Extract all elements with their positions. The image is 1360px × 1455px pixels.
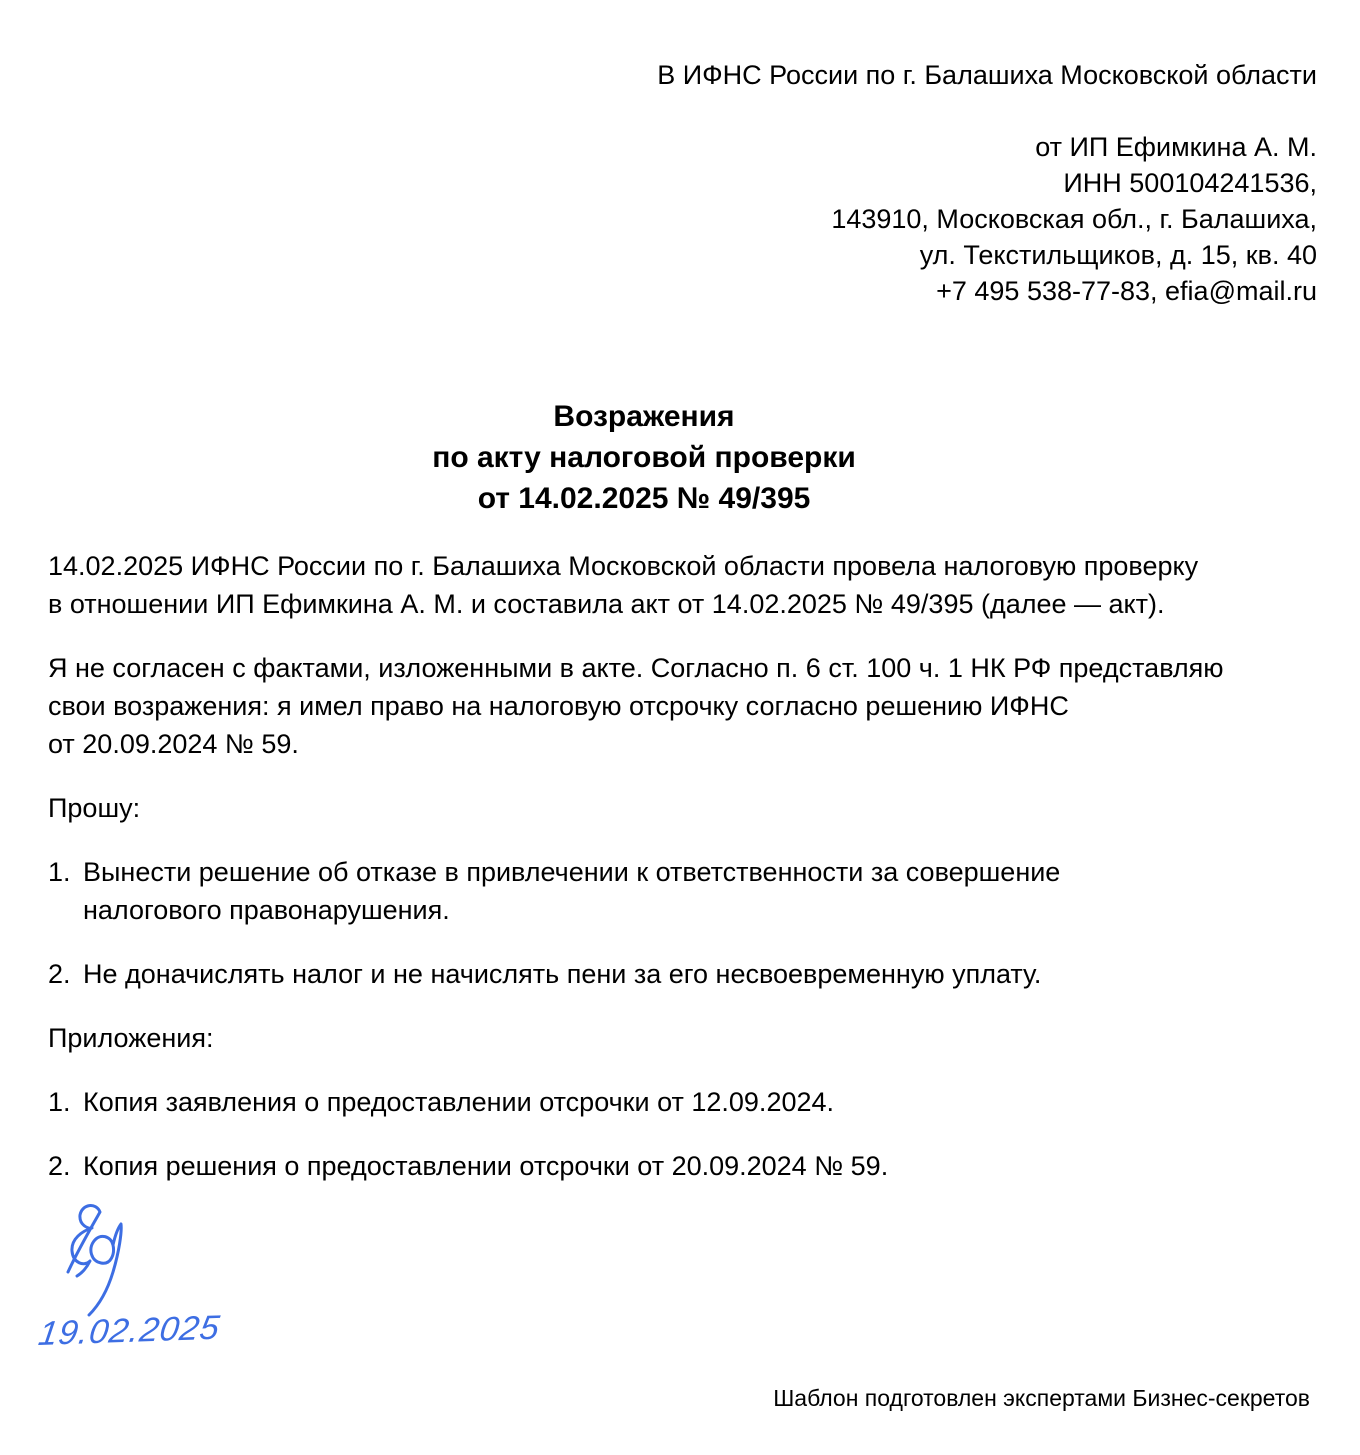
list-item-line: Вынести решение об отказе в привлечении к ответственности за совершение	[83, 857, 1061, 887]
attachment-item	[48, 1147, 1308, 1185]
footer-credit: Шаблон подготовлен экспертами Бизнес-секретов	[773, 1385, 1310, 1411]
recipient-from-block	[657, 129, 1317, 309]
paragraph	[48, 547, 1308, 623]
paragraph-line: в отношении ИП Ефимкина А. М. и составила акт от 14.02.2025 № 49/395 (далее — акт).	[48, 589, 1165, 619]
recipient-contact-line: +7 495 538-77-83, efia@mail.ru	[936, 276, 1317, 306]
list-item-text	[83, 1083, 834, 1121]
recipient-address-line: ул. Текстильщиков, д. 15, кв. 40	[919, 240, 1317, 270]
list-item-line: Копия заявления о предоставлении отсрочки от 12.09.2024.	[83, 1087, 835, 1117]
attachments-heading: Приложения:	[48, 1023, 214, 1053]
recipient-address-line: 143910, Московская обл., г. Балашиха,	[831, 204, 1317, 234]
recipient-to-line: В ИФНС России по г. Балашиха Московской области	[657, 60, 1317, 90]
document-body	[48, 547, 1308, 1211]
title-line: Возражения	[553, 400, 735, 433]
paragraph-line: Я не согласен с фактами, изложенными в акте. Согласно п. 6 ст. 100 ч. 1 НК РФ представляю	[48, 653, 1224, 683]
recipient-from-line: от ИП Ефимкина А. М.	[1035, 132, 1317, 162]
paragraph-line: свои возражения: я имел право на налоговую отсрочку согласно решению ИФНС	[48, 691, 1069, 721]
recipient-inn-line: ИНН 500104241536,	[1063, 168, 1317, 198]
list-item-number: 1.	[48, 1087, 71, 1117]
signature-date: 19.02.2025	[36, 1308, 223, 1354]
list-item-text	[83, 1147, 888, 1185]
list-item-text	[83, 853, 1060, 929]
request-item	[48, 955, 1308, 993]
title-line: по акту налоговой проверки	[432, 441, 856, 474]
paragraph-line: от 20.09.2024 № 59.	[48, 729, 299, 759]
paragraph-line: 14.02.2025 ИФНС России по г. Балашиха Московской области провела налоговую проверку	[48, 551, 1199, 581]
list-item-number: 2.	[48, 959, 71, 989]
list-item-text	[83, 955, 1041, 993]
list-item-line: Копия решения о предоставлении отсрочки от 20.09.2024 № 59.	[83, 1151, 889, 1181]
request-heading: Прошу:	[48, 793, 141, 823]
document-title	[48, 396, 1240, 519]
signature-scribble-icon	[56, 1200, 146, 1325]
title-line: от 14.02.2025 № 49/395	[477, 482, 811, 515]
list-item-line: Не доначислять налог и не начислять пени за его несвоевременную уплату.	[83, 959, 1042, 989]
attachment-item	[48, 1083, 1308, 1121]
paragraph	[48, 649, 1308, 763]
list-item-number: 1.	[48, 857, 71, 887]
list-item-number: 2.	[48, 1151, 71, 1181]
recipient-block	[657, 57, 1317, 309]
list-item-line: налогового правонарушения.	[83, 895, 450, 925]
request-item	[48, 853, 1308, 929]
